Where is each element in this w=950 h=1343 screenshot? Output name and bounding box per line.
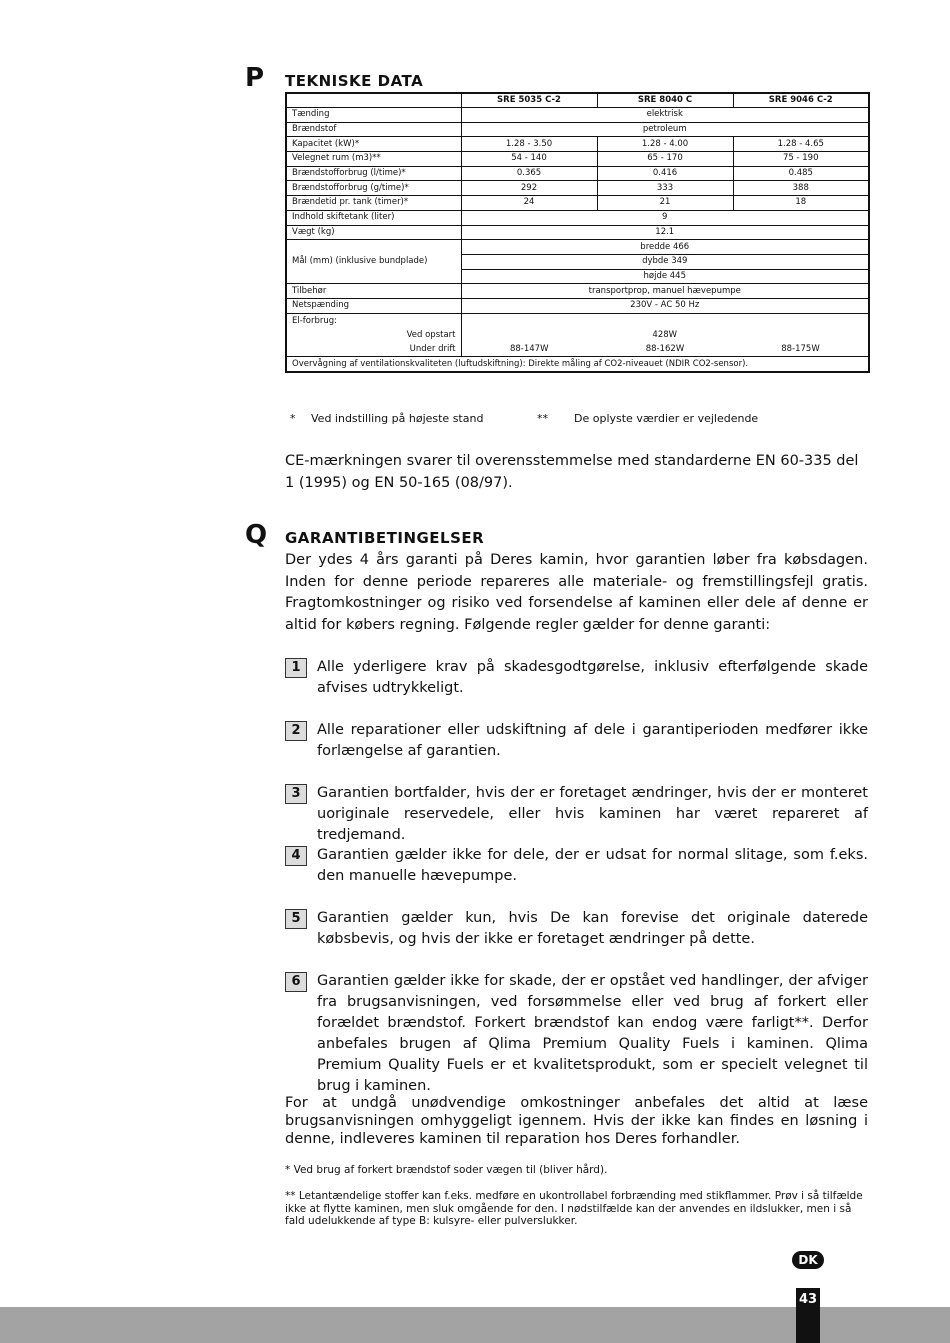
row-label: Brændstof — [286, 122, 461, 137]
table-row — [286, 240, 869, 255]
warranty-intro: Der ydes 4 års garanti på Deres kamin, hvor garantien løber fra købsdagen. Inden for denne periode repareres alle materiale- og fremstillingsfejl gratis. Fragtomkostninger og risiko ved forsendelse af kaminen eller dele af denne er altid for købers regning. Følgende regler gælder for denne garanti: — [285, 552, 868, 633]
header-empty-cell — [286, 93, 461, 108]
row-label: Tilbehør — [286, 284, 461, 299]
row-label: Vægt (kg) — [286, 225, 461, 240]
section-letter-q: Q — [245, 520, 268, 550]
ce-statement: CE-mærkningen svarer til overensstemmelse med standarderne EN 60-335 del 1 (1995) og EN 50-165 (08/97). — [285, 453, 859, 491]
row-label: El-forbrug: — [286, 313, 461, 329]
row-label: Mål (mm) (inklusive bundplade) — [286, 240, 461, 284]
row-value: elektrisk — [461, 108, 869, 123]
row-value: dybde 349 — [461, 254, 869, 269]
page-number: 43 — [796, 1288, 820, 1343]
table-row — [286, 357, 869, 372]
item-number-badge: 5 — [285, 909, 307, 929]
row-value: 388 — [733, 181, 869, 196]
item-text: Garantien gælder kun, hvis De kan forevise det originale daterede købsbevis, og hvis der ikke er foretaget ændringer på dette. — [317, 910, 868, 947]
row-value: 21 — [597, 196, 733, 211]
table-row — [286, 210, 869, 225]
item-number-badge: 6 — [285, 972, 307, 992]
table-row — [286, 196, 869, 211]
table-row — [286, 343, 869, 357]
item-text: Alle yderligere krav på skadesgodtgørelse, inklusiv efterfølgende skade afvises udtrykkeligt. — [317, 659, 868, 696]
row-value: 333 — [597, 181, 733, 196]
row-label: Brændetid pr. tank (timer)* — [286, 196, 461, 211]
technical-data-table — [285, 92, 870, 373]
row-value: petroleum — [461, 122, 869, 137]
section-letter-p: P — [245, 63, 265, 93]
row-value: 65 - 170 — [597, 152, 733, 167]
row-value: 24 — [461, 196, 597, 211]
row-label: Kapacitet (kW)* — [286, 137, 461, 152]
row-value: transportprop, manuel hævepumpe — [461, 284, 869, 299]
row-value: 1.28 - 3.50 — [461, 137, 597, 152]
item-text: Garantien gælder ikke for skade, der er opstået ved handlinger, der afviger fra brugsanvisningen, ved forsømmelse eller ved brug af forkert eller forældet brændstof. Forkert brændstof kan endog være farligt**. Derfor anbefales brugen af Qlima Premium Quality Fuels i kaminen. Qlima Premium Quality Fuels er et kvalitetsprodukt, som er specielt velegnet til brug i kaminen. — [317, 973, 868, 1094]
footnote-mark: ** — [537, 412, 548, 425]
table-row — [286, 313, 869, 329]
item-number-badge: 4 — [285, 846, 307, 866]
row-label: Netspænding — [286, 298, 461, 313]
country-badge: DK — [792, 1251, 824, 1269]
row-label: Brændstofforbrug (g/time)* — [286, 181, 461, 196]
row-value: 18 — [733, 196, 869, 211]
row-value: bredde 466 — [461, 240, 869, 255]
row-value: 1.28 - 4.65 — [733, 137, 869, 152]
table-row — [286, 137, 869, 152]
section-title-technical-data: TEKNISKE DATA — [285, 72, 424, 90]
row-label: Ved opstart — [286, 329, 461, 343]
row-value: 54 - 140 — [461, 152, 597, 167]
item-number-badge: 3 — [285, 784, 307, 804]
note-flammable: ** Letantændelige stoffer kan f.eks. medføre en ukontrollabel forbrænding med stikflammer. Prøv i så tilfælde ikke at flytte kaminen, men sluk omgående for den. I nødstilfælde kan der anvendes en ildslukker, men i så fald udelukkende af type B: kulsyre- eller pulverslukker. — [285, 1190, 863, 1227]
item-text: Alle reparationer eller udskiftning af dele i garantiperioden medfører ikke forlængelse af garantien. — [317, 722, 868, 759]
item-text: Garantien bortfalder, hvis der er foretaget ændringer, hvis der er monteret uoriginale reservedele, eller hvis kaminen har været repareret af tredjemand. — [317, 785, 868, 843]
table-header-row — [286, 93, 869, 108]
row-value: 230V - AC 50 Hz — [461, 298, 869, 313]
footnote-text: Ved indstilling på højeste stand — [311, 412, 484, 425]
row-value: 428W — [461, 329, 869, 343]
row-value: 88-147W — [461, 343, 597, 357]
footnote-text: De oplyste værdier er vejledende — [574, 412, 759, 425]
footnote-mark: * — [290, 412, 296, 425]
row-value: 12.1 — [461, 225, 869, 240]
item-number-badge: 2 — [285, 721, 307, 741]
note-wrong-fuel: * Ved brug af forkert brændstof soder vægen til (bliver hård). — [285, 1164, 608, 1176]
table-row — [286, 298, 869, 313]
row-value-empty — [461, 313, 869, 329]
table-row — [286, 166, 869, 181]
row-value: 88-162W — [597, 343, 733, 357]
table-row — [286, 225, 869, 240]
row-value: 88-175W — [733, 343, 869, 357]
table-row — [286, 152, 869, 167]
table-row — [286, 181, 869, 196]
row-value: 1.28 - 4.00 — [597, 137, 733, 152]
row-label: Tænding — [286, 108, 461, 123]
model-header: SRE 9046 C-2 — [733, 93, 869, 108]
model-header: SRE 5035 C-2 — [461, 93, 597, 108]
item-text: Garantien gælder ikke for dele, der er udsat for normal slitage, som f.eks. den manuelle hævepumpe. — [317, 847, 868, 884]
row-label: Velegnet rum (m3)** — [286, 152, 461, 167]
table-row — [286, 108, 869, 123]
row-value: 0.485 — [733, 166, 869, 181]
item-number-badge: 1 — [285, 658, 307, 678]
model-header: SRE 8040 C — [597, 93, 733, 108]
table-row — [286, 329, 869, 343]
row-value: 75 - 190 — [733, 152, 869, 167]
table-row — [286, 284, 869, 299]
monitoring-note: Overvågning af ventilationskvaliteten (luftudskiftning): Direkte måling af CO2-niveauet (NDIR CO2-sensor). — [286, 357, 869, 372]
row-value: 292 — [461, 181, 597, 196]
closing-paragraph: For at undgå unødvendige omkostninger anbefales det altid at læse brugsanvisningen omhyggeligt igennem. Hvis der ikke kan findes en løsning i denne, indleveres kaminen til reparation hos Deres forhandler. — [285, 1095, 868, 1147]
row-label: Indhold skiftetank (liter) — [286, 210, 461, 225]
row-label: Brændstofforbrug (l/time)* — [286, 166, 461, 181]
row-value: højde 445 — [461, 269, 869, 284]
table-row — [286, 122, 869, 137]
row-label: Under drift — [286, 343, 461, 357]
row-value: 0.365 — [461, 166, 597, 181]
section-title-warranty: GARANTIBETINGELSER — [285, 529, 485, 547]
row-value: 9 — [461, 210, 869, 225]
row-value: 0.416 — [597, 166, 733, 181]
